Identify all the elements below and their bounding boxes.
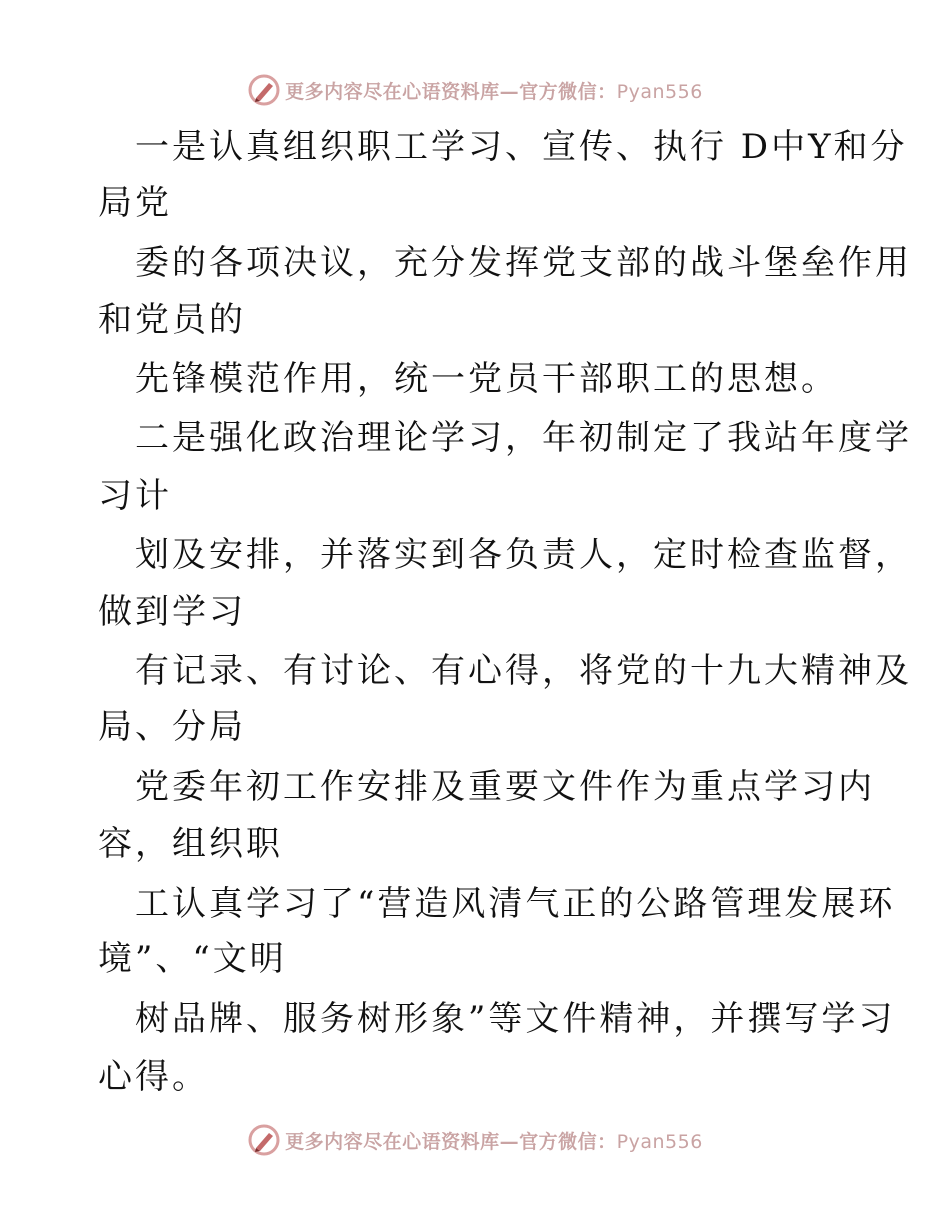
text-line: 先锋模范作用，统一党员干部职工的思想。 bbox=[135, 359, 838, 399]
text-line: 局、分局 bbox=[98, 707, 246, 747]
text-line: 二是强化政治理论学习，年初制定了我站年度学 bbox=[135, 418, 912, 458]
pen-logo-icon bbox=[247, 73, 281, 107]
text-line: 和党员的 bbox=[98, 300, 246, 340]
text-line: 局党 bbox=[98, 183, 172, 223]
text-line: 有记录、有讨论、有心得，将党的十九大精神及 bbox=[135, 651, 912, 691]
text-line: 党委年初工作安排及重要文件作为重点学习内 bbox=[135, 767, 875, 807]
header-watermark bbox=[0, 70, 950, 110]
text-line: 划及安排，并落实到各负责人，定时检查监督， bbox=[135, 535, 912, 575]
text-line: 做到学习 bbox=[98, 592, 246, 632]
text-line: 工认真学习了“营造风清气正的公路管理发展环 bbox=[135, 884, 896, 924]
text-line: 一是认真组织职工学习、宣传、执行 D中Y和分 bbox=[135, 127, 908, 167]
text-line: 心得。 bbox=[98, 1057, 209, 1097]
pen-logo-icon bbox=[247, 1123, 281, 1157]
text-line: 树品牌、服务树形象”等文件精神，并撰写学习 bbox=[135, 999, 896, 1039]
text-line: 委的各项决议，充分发挥党支部的战斗堡垒作用 bbox=[135, 243, 912, 283]
text-line: 境”、“文明 bbox=[98, 939, 287, 979]
text-line: 习计 bbox=[98, 476, 172, 516]
text-line: 容，组织职 bbox=[98, 824, 283, 864]
watermark-text: 更多内容尽在心语资料库—官方微信：Pyan556 bbox=[285, 80, 703, 103]
watermark-text: 更多内容尽在心语资料库—官方微信：Pyan556 bbox=[285, 1130, 703, 1153]
footer-watermark bbox=[0, 1120, 950, 1160]
